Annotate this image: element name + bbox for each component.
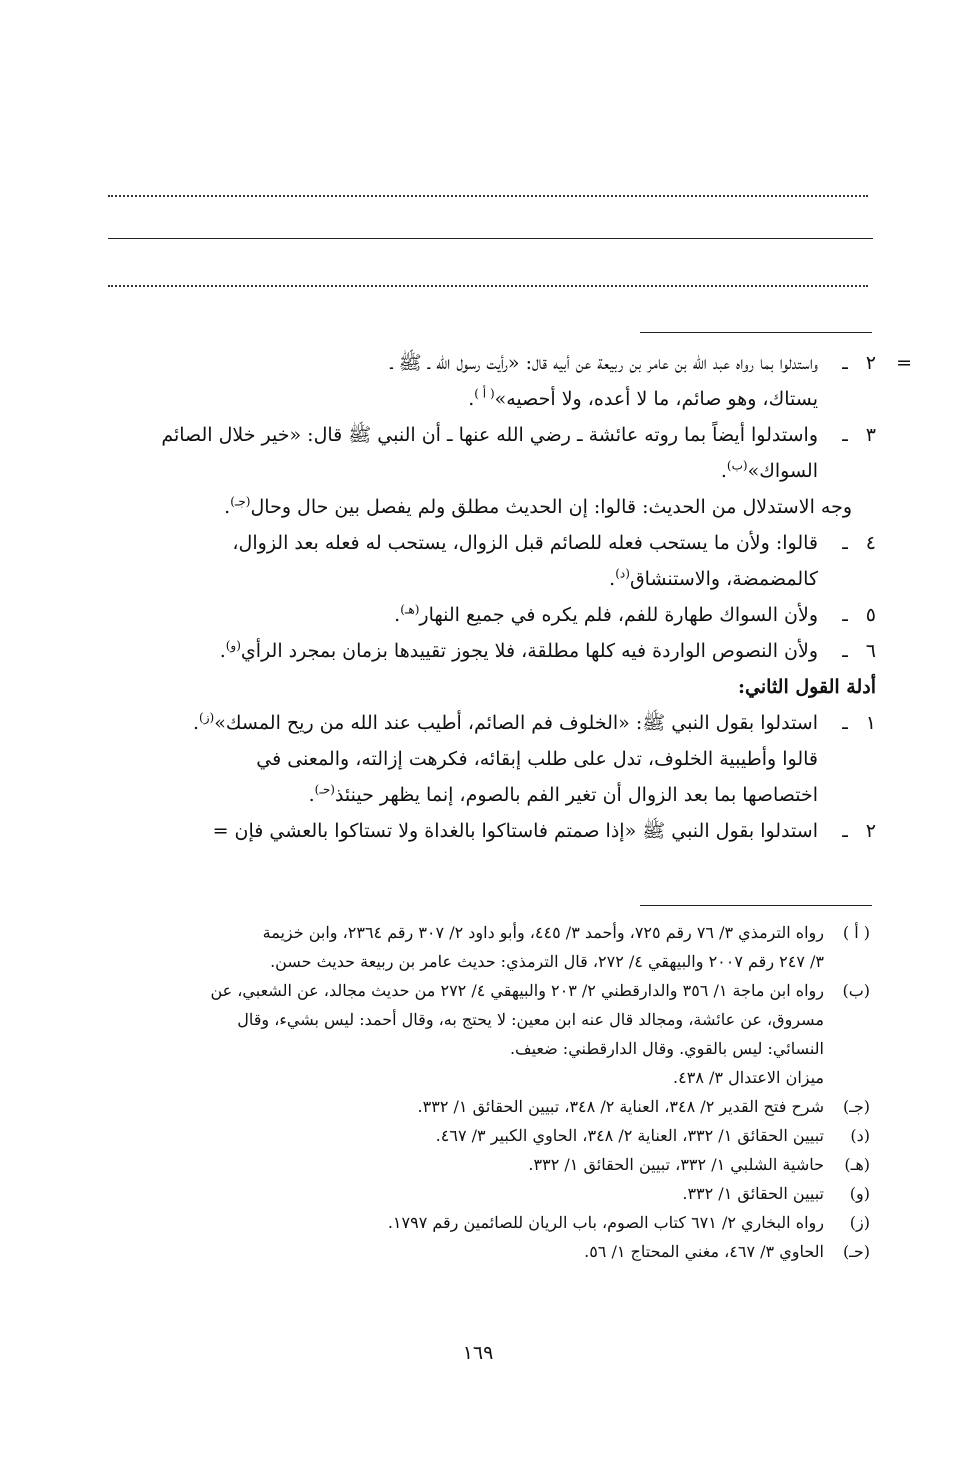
footnote-label: (هـ) xyxy=(844,1155,870,1174)
footnote-ref: (د) xyxy=(615,566,630,581)
footnote-ref: ( أ ) xyxy=(474,386,495,401)
footnote xyxy=(100,918,870,976)
item-dash: ـ xyxy=(842,424,848,446)
footnote-label: ( أ ) xyxy=(842,923,870,942)
item-dash: ـ xyxy=(842,640,848,662)
section-heading: أدلة القول الثاني: xyxy=(738,676,876,698)
text-line: واستدلوا أيضاً بما روته عائشة ـ رضي الله عنها ـ أن النبي ﷺ قال: «خير خلال الصائم xyxy=(161,424,818,446)
list-item: ٢ ـ واستدلوا بما رواه عبد الله بن عامر بن ربيعة عن أبيه قال: «رأيت رسول الله ـ ﷺ ـ يستاك، وهو صائم، ما لا أعده، ولا أحصيه»$^{( أ )}$. xyxy=(100,345,876,417)
item-dash: ـ xyxy=(842,352,848,374)
item-number: ١ xyxy=(865,712,876,734)
footnote-line: الحاوي ٣/ ٤٦٧، مغني المحتاج ١/ ٥٦. xyxy=(584,1242,824,1261)
footnote-ref: (جـ) xyxy=(230,494,251,509)
footnote xyxy=(100,1208,870,1237)
item-number: ٣ xyxy=(865,424,876,446)
text-line: يستاك، وهو صائم، ما لا أعده، ولا أحصيه» xyxy=(494,388,818,410)
footnote-ref: (هـ) xyxy=(400,602,420,617)
text-line: كالمضمضة، والاستنشاق xyxy=(629,568,818,590)
footnote-line: ميزان الاعتدال ٣/ ٤٣٨. xyxy=(673,1068,824,1087)
footnote-label: (جـ) xyxy=(842,1097,870,1116)
list-item: ٣ ـ واستدلوا أيضاً بما روته عائشة ـ رضي الله عنها ـ أن النبي ﷺ قال: «خير خلال الصائم السواك»$^{(ب)}$. xyxy=(100,417,876,489)
footnote-ref: (و) xyxy=(225,638,241,653)
footnote-label: (د) xyxy=(850,1126,870,1145)
text-line: السواك» xyxy=(747,460,818,482)
item-dash: ـ xyxy=(842,712,848,734)
footnote-label: (و) xyxy=(849,1184,870,1203)
text-line: قالوا: ولأن ما يستحب فعله للصائم قبل الزوال، يستحب له فعله بعد الزوال، xyxy=(232,532,818,554)
item-dash: ـ xyxy=(842,604,848,626)
footnote-line: مسروق، عن عائشة، ومجالد قال عنه ابن معين: لا يحتج به، وقال أحمد: ليس بشيء، وقال xyxy=(237,1010,824,1029)
paragraph: وجه الاستدلال من الحديث: قالوا: إن الحديث مطلق ولم يفصل بين حال وحال$^{(جـ)}$. xyxy=(224,494,852,518)
main-text xyxy=(100,345,912,849)
footnote-label: (ز) xyxy=(849,1213,870,1232)
text-line: استدلوا بقول النبي ﷺ: «الخلوف فم الصائم، أطيب عند الله من ريح المسك» xyxy=(214,712,818,734)
footnote xyxy=(100,1092,870,1121)
footnote xyxy=(100,1121,870,1150)
footnote xyxy=(100,1150,870,1179)
text-line: قالوا وأطيبية الخلوف، تدل على طلب إبقائه، فكرهت إزالته، والمعنى في xyxy=(256,748,818,770)
footnote-label: (ب) xyxy=(842,981,870,1000)
continuation-mark: = xyxy=(896,352,912,374)
item-number: ٥ xyxy=(865,604,876,626)
footnote-line: ٣/ ٢٤٧ رقم ٢٠٠٧ والبيهقي ٤/ ٢٧٢، قال الترمذي: حديث عامر بن ربيعة حديث حسن. xyxy=(270,952,824,971)
text-line: ولأن النصوص الواردة فيه كلها مطلقة، فلا يجوز تقييدها بزمان بمجرد الرأي xyxy=(240,640,818,662)
item-number: ٢ xyxy=(865,352,876,374)
footnote-ref: (ب) xyxy=(726,458,748,473)
dotted-separator-top xyxy=(108,195,868,197)
footnote-ref: (حـ) xyxy=(314,782,335,797)
paragraph: قالوا وأطيبية الخلوف، تدل على طلب إبقائه، فكرهت إزالته، والمعنى في اختصاصها بما بعد الزوال أن تغير الفم بالصوم، إنما يظهر حينئذ$^{(حـ)}$. xyxy=(100,741,876,813)
footnote-line: رواه الترمذي ٣/ ٧٦ رقم ٧٢٥، وأحمد ٣/ ٤٤٥، وأبو داود ٢/ ٣٠٧ رقم ٢٣٦٤، وابن خزيمة xyxy=(262,923,824,942)
page-number: ١٦٩ xyxy=(462,1342,494,1364)
footnotes xyxy=(100,918,870,1266)
list-item: ١ ـ استدلوا بقول النبي ﷺ: «الخلوف فم الصائم، أطيب عند الله من ريح المسك»$^{(ز)}$. xyxy=(100,705,876,741)
list-item: ٥ ـ ولأن السواك طهارة للفم، فلم يكره في جميع النهار$^{(هـ)}$. xyxy=(100,597,876,633)
list-item: ٤ ـ قالوا: ولأن ما يستحب فعله للصائم قبل الزوال، يستحب له فعله بعد الزوال، كالمضمضة، والاستنشاق$^{(د)}$. xyxy=(100,525,876,597)
item-number: ٦ xyxy=(865,640,876,662)
footnote-line: تبيين الحقائق ١/ ٣٣٢، العناية ٢/ ٣٤٨، الحاوي الكبير ٣/ ٤٦٧. xyxy=(435,1126,824,1145)
footnote-line: النسائي: ليس بالقوي. وقال الدارقطني: ضعيف. xyxy=(509,1039,824,1058)
footnote-line: حاشية الشلبي ١/ ٣٣٢، تبيين الحقائق ١/ ٣٣٢. xyxy=(528,1155,824,1174)
footnote-continuation-rule xyxy=(640,332,872,333)
list-item: ٦ ـ ولأن النصوص الواردة فيه كلها مطلقة، فلا يجوز تقييدها بزمان بمجرد الرأي$^{(و)}$. xyxy=(100,633,876,669)
text-line: استدلوا بقول النبي ﷺ «إذا صمتم فاستاكوا بالغداة ولا تستاكوا بالعشي فإن = xyxy=(212,820,818,842)
item-number: ٢ xyxy=(865,820,876,842)
footnote-ref: (ز) xyxy=(199,710,215,725)
list-item xyxy=(100,813,876,849)
footnote-line: شرح فتح القدير ٢/ ٣٤٨، العناية ٢/ ٣٤٨، تبيين الحقائق ١/ ٣٣٢. xyxy=(417,1097,824,1116)
horizontal-rule xyxy=(108,238,873,239)
footnote xyxy=(100,1237,870,1266)
text-line: وجه الاستدلال من الحديث: قالوا: إن الحديث مطلق ولم يفصل بين حال وحال xyxy=(250,496,852,518)
item-dash: ـ xyxy=(842,532,848,554)
footnote-line: رواه البخاري ٢/ ٦٧١ كتاب الصوم، باب الريان للصائمين رقم ١٧٩٧. xyxy=(387,1213,824,1232)
footnote xyxy=(100,1179,870,1208)
footnote xyxy=(100,976,870,1092)
footnote-line: تبيين الحقائق ١/ ٣٣٢. xyxy=(682,1184,824,1203)
footnote-line: رواه ابن ماجة ١/ ٣٥٦ والدارقطني ٢/ ٢٠٣ والبيهقي ٤/ ٢٧٢ من حديث مجالد، عن الشعبي، عن xyxy=(210,981,824,1000)
dotted-separator-bottom xyxy=(108,285,868,287)
item-number: ٤ xyxy=(865,532,876,554)
item-dash: ـ xyxy=(842,820,848,842)
footnote-label: (حـ) xyxy=(842,1242,870,1261)
text-line: اختصاصها بما بعد الزوال أن تغير الفم بالصوم، إنما يظهر حينئذ xyxy=(334,784,818,806)
text-line: ولأن السواك طهارة للفم، فلم يكره في جميع النهار xyxy=(419,604,818,626)
footnote-rule xyxy=(640,905,872,906)
text-line: واستدلوا بما رواه عبد الله بن عامر بن ربيعة عن أبيه قال: «رأيت رسول الله ـ ﷺ ـ xyxy=(390,352,818,374)
